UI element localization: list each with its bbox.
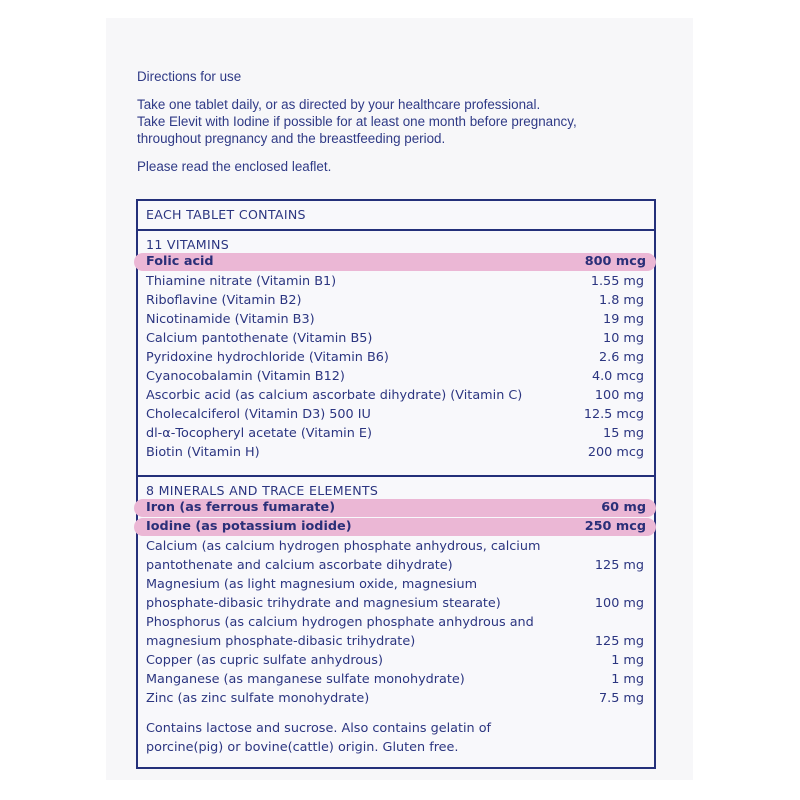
footnote-line: Contains lactose and sucrose. Also contains gelatin of [146,721,492,736]
ingredient-name: Cholecalciferol (Vitamin D3) 500 IU [146,407,371,422]
ingredient-name: Pyridoxine hydrochloride (Vitamin B6) [146,350,389,365]
ingredient-name: dl-α-Tocopheryl acetate (Vitamin E) [146,426,372,441]
ingredient-row [138,537,654,575]
ingredient-row [138,291,654,310]
ingredient-row-highlight [134,518,656,536]
ingredient-row [138,670,654,689]
table-header: EACH TABLET CONTAINS [138,201,654,231]
ingredient-name: Biotin (Vitamin H) [146,445,260,460]
footnote-line: porcine(pig) or bovine(cattle) origin. Gluten free. [146,740,459,755]
ingredient-row [138,310,654,329]
ingredient-row [138,386,654,405]
ingredient-row-highlight [134,499,656,517]
ingredient-amount: 7.5 mg [598,691,644,706]
ingredient-name [146,537,585,575]
ingredient-row-highlight [134,253,656,271]
directions-text [137,96,677,147]
ingredient-amount: 125 mg [594,634,644,649]
ingredient-name-line: phosphate-dibasic trihydrate and magnesium stearate) [146,596,501,611]
ingredient-row [138,405,654,424]
ingredient-amount: 10 mg [603,331,644,346]
ingredient-name: Folic acid [146,254,214,269]
ingredient-name: Copper (as cupric sulfate anhydrous) [146,653,383,668]
ingredient-row [138,424,654,443]
ingredient-amount: 1.8 mg [598,293,644,308]
directions-title: Directions for use [137,69,242,84]
ingredient-amount: 1 mg [611,653,644,668]
directions-line: Take one tablet daily, or as directed by your healthcare professional. [137,97,541,112]
directions-section [137,68,677,175]
ingredient-name: Cyanocobalamin (Vitamin B12) [146,369,345,384]
ingredient-amount: 12.5 mcg [583,407,644,422]
ingredient-amount: 4.0 mcg [591,369,644,384]
ingredient-amount: 800 mcg [584,254,646,269]
ingredient-name: Manganese (as manganese sulfate monohydrate) [146,672,465,687]
ingredient-amount: 100 mg [594,388,644,403]
directions-line: throughout pregnancy and the breastfeeding period. [137,131,446,146]
ingredients-table [136,199,656,769]
ingredient-amount: 2.6 mg [598,350,644,365]
ingredient-name: Thiamine nitrate (Vitamin B1) [146,274,337,289]
ingredient-amount: 125 mg [594,558,644,573]
ingredient-amount: 200 mcg [587,445,644,460]
ingredient-amount: 250 mcg [584,519,646,534]
ingredient-name: Nicotinamide (Vitamin B3) [146,312,315,327]
ingredient-name [146,613,585,651]
ingredient-row [138,348,654,367]
ingredient-row [138,367,654,386]
ingredient-amount: 1 mg [611,672,644,687]
vitamins-title: 11 VITAMINS [146,237,229,252]
ingredient-name: Riboflavine (Vitamin B2) [146,293,302,308]
ingredient-name-line: Calcium (as calcium hydrogen phosphate anhydrous, calcium [146,539,541,554]
ingredient-name: Iron (as ferrous fumarate) [146,500,336,515]
ingredient-row [138,689,654,708]
ingredient-name: Calcium pantothenate (Vitamin B5) [146,331,373,346]
minerals-title: 8 MINERALS AND TRACE ELEMENTS [146,483,379,498]
ingredient-amount: 100 mg [594,596,644,611]
ingredient-row [138,575,654,613]
ingredient-row [138,443,654,462]
ingredient-name: Iodine (as potassium iodide) [146,519,352,534]
ingredient-row [138,272,654,291]
ingredient-name-line: Phosphorus (as calcium hydrogen phosphate anhydrous and [146,615,534,630]
allergen-footnote [138,708,654,757]
ingredient-name: Zinc (as zinc sulfate monohydrate) [146,691,370,706]
ingredient-name: Ascorbic acid (as calcium ascorbate dihydrate) (Vitamin C) [146,388,523,403]
directions-line: Take Elevit with Iodine if possible for at least one month before pregnancy, [137,114,577,129]
ingredient-row [138,329,654,348]
ingredient-amount: 1.55 mg [590,274,644,289]
leaflet-note: Please read the enclosed leaflet. [137,159,332,174]
ingredient-amount: 60 mg [601,500,646,515]
ingredient-row [138,651,654,670]
ingredient-name-line: magnesium phosphate-dibasic trihydrate) [146,634,416,649]
vitamins-section [138,231,654,475]
ingredient-name [146,575,585,613]
ingredient-amount: 19 mg [603,312,644,327]
ingredient-name-line: pantothenate and calcium ascorbate dihydrate) [146,558,453,573]
ingredient-row [138,613,654,651]
ingredient-name-line: Magnesium (as light magnesium oxide, magnesium [146,577,478,592]
minerals-section [138,475,654,757]
ingredient-amount: 15 mg [603,426,644,441]
